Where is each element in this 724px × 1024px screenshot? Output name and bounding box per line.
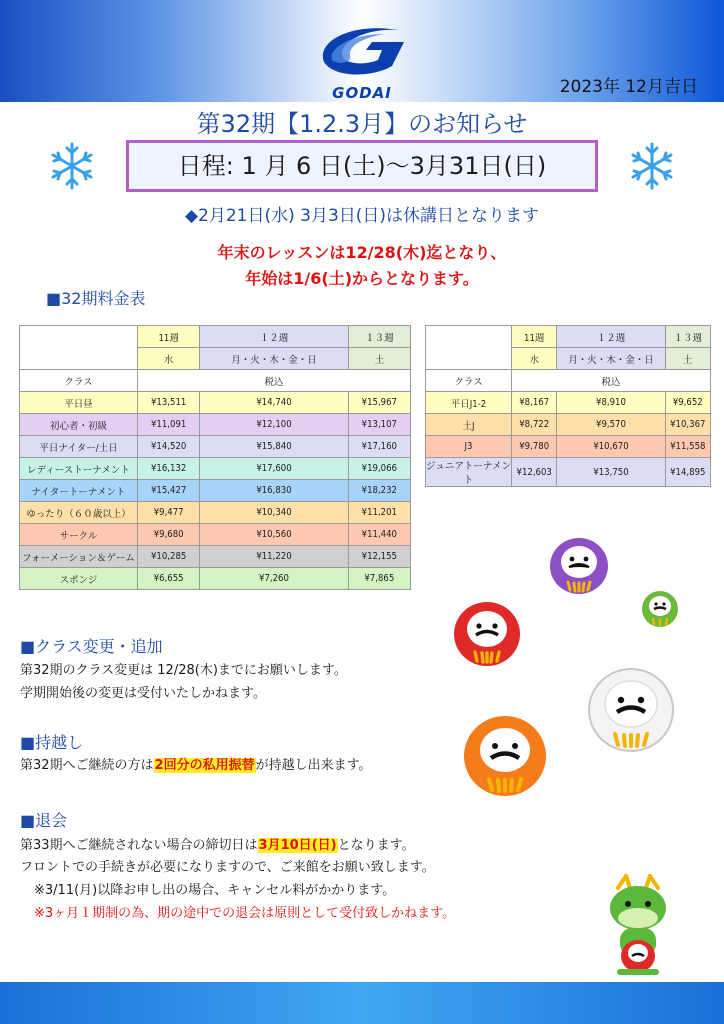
- week-header: １２週: [557, 326, 665, 348]
- fee-heading: ■32期料金表: [46, 289, 146, 308]
- price-cell: ¥13,511: [138, 392, 200, 414]
- price-cell: ¥14,740: [200, 392, 348, 414]
- carryover-heading: ■持越し: [20, 733, 84, 752]
- deadline-highlight: 3月10日(日): [258, 838, 337, 853]
- price-cell: ¥8,722: [512, 414, 557, 436]
- withdrawal-line-4: ※3ヶ月１期制の為、期の途中での退会は原則として受付致しかねます。: [34, 906, 456, 921]
- week-header: １２週: [200, 326, 348, 348]
- table-row: [426, 392, 711, 414]
- price-cell: ¥10,367: [665, 414, 710, 436]
- class-name-cell: 平日ナイター/土日: [20, 436, 138, 458]
- price-cell: ¥16,830: [200, 480, 348, 502]
- tax-label: 税込: [138, 370, 411, 392]
- price-cell: ¥9,477: [138, 502, 200, 524]
- class-name-cell: ゆったり（６０歳以上）: [20, 502, 138, 524]
- snowflake-icon: [628, 140, 676, 192]
- price-cell: ¥7,260: [200, 568, 348, 590]
- class-name-cell: スポンジ: [20, 568, 138, 590]
- carryover-highlight: 2回分の私用振替: [154, 758, 255, 773]
- price-cell: ¥8,910: [557, 392, 665, 414]
- withdrawal-heading: ■退会: [20, 811, 68, 830]
- class-name-cell: フォーメーション＆ゲーム: [20, 546, 138, 568]
- table-row: [20, 546, 411, 568]
- class-name-cell: ナイタートーナメント: [20, 480, 138, 502]
- class-label: クラス: [20, 370, 138, 392]
- withdrawal-line-3: ※3/11(月)以降お申し出の場合、キャンセル料がかかります。: [34, 883, 396, 898]
- class-change-line-1: 第32期のクラス変更は 12/28(木)までにお願いします。: [20, 663, 347, 678]
- price-cell: ¥13,750: [557, 458, 665, 487]
- table-row: [426, 414, 711, 436]
- godai-logo: [312, 20, 412, 104]
- carryover-text: 第32期へご継続の方は2回分の私用振替が持越し出来ます。: [20, 758, 372, 773]
- year-end-notice: [0, 240, 724, 292]
- price-cell: ¥11,440: [348, 524, 410, 546]
- week-header: 11週: [138, 326, 200, 348]
- day-header: 土: [348, 348, 410, 370]
- class-name-cell: レディーストーナメント: [20, 458, 138, 480]
- table-row: [20, 502, 411, 524]
- price-cell: ¥12,155: [348, 546, 410, 568]
- table-row: [20, 524, 411, 546]
- day-header: 月・火・木・金・日: [200, 348, 348, 370]
- tax-label: 税込: [512, 370, 711, 392]
- logo-text: GODAI: [332, 84, 392, 102]
- class-name-cell: 土J: [426, 414, 512, 436]
- class-name-cell: 平日昼: [20, 392, 138, 414]
- price-cell: ¥10,340: [200, 502, 348, 524]
- price-cell: ¥15,840: [200, 436, 348, 458]
- table-row: [20, 392, 411, 414]
- price-cell: ¥9,570: [557, 414, 665, 436]
- class-label: クラス: [426, 370, 512, 392]
- day-header: 水: [138, 348, 200, 370]
- table-row: [20, 480, 411, 502]
- table-row: [426, 436, 711, 458]
- footer-band: [0, 982, 724, 1024]
- table-row: [426, 458, 711, 487]
- class-name-cell: 初心者・初級: [20, 414, 138, 436]
- class-change-line-2: 学期開始後の変更は受付いたしかねます。: [20, 686, 266, 701]
- daruma-green-icon: [640, 588, 680, 628]
- price-cell: ¥10,560: [200, 524, 348, 546]
- price-cell: ¥9,680: [138, 524, 200, 546]
- schedule-box: 日程: 1 月 6 日(土)〜3月31日(日): [126, 140, 598, 192]
- price-cell: ¥6,655: [138, 568, 200, 590]
- table-row: [20, 568, 411, 590]
- class-name-cell: ジュニアトーナメント: [426, 458, 512, 487]
- price-cell: ¥11,558: [665, 436, 710, 458]
- year-end-line-2: 年始は1/6(土)からとなります。: [245, 269, 479, 288]
- day-header: 土: [665, 348, 710, 370]
- price-cell: ¥11,091: [138, 414, 200, 436]
- table-row: [20, 326, 411, 348]
- price-cell: ¥18,232: [348, 480, 410, 502]
- day-header: 水: [512, 348, 557, 370]
- daruma-white-icon: [586, 664, 676, 754]
- price-cell: ¥15,427: [138, 480, 200, 502]
- issue-date: 2023年 12月吉日: [559, 77, 698, 97]
- price-cell: ¥19,066: [348, 458, 410, 480]
- price-cell: ¥14,895: [665, 458, 710, 487]
- price-cell: ¥12,100: [200, 414, 348, 436]
- page-title: 第32期【1.2.3月】のお知らせ: [196, 110, 528, 138]
- price-cell: ¥10,285: [138, 546, 200, 568]
- week-header: １３週: [665, 326, 710, 348]
- withdrawal-line-1: 第33期へご継続されない場合の締切日は3月10日(日)となります。: [20, 838, 415, 853]
- price-cell: ¥11,201: [348, 502, 410, 524]
- price-cell: ¥7,865: [348, 568, 410, 590]
- price-cell: ¥9,780: [512, 436, 557, 458]
- price-cell: ¥8,167: [512, 392, 557, 414]
- table-row: [20, 458, 411, 480]
- week-header: 11週: [512, 326, 557, 348]
- class-change-heading: ■クラス変更・追加: [20, 637, 163, 656]
- year-end-line-1: 年末のレッスンは12/28(木)迄となり、: [217, 243, 507, 262]
- class-name-cell: 平日J1-2: [426, 392, 512, 414]
- dragon-icon: [604, 874, 672, 980]
- daruma-purple-icon: [548, 534, 610, 596]
- price-cell: ¥16,132: [138, 458, 200, 480]
- price-cell: ¥14,520: [138, 436, 200, 458]
- fee-table-adult: [19, 325, 411, 590]
- day-header: 月・火・木・金・日: [557, 348, 665, 370]
- table-row: [20, 436, 411, 458]
- table-row: [426, 370, 711, 392]
- table-row: [426, 326, 711, 348]
- price-cell: ¥17,600: [200, 458, 348, 480]
- price-cell: ¥10,670: [557, 436, 665, 458]
- daruma-red-icon: [452, 598, 522, 668]
- price-cell: ¥11,220: [200, 546, 348, 568]
- price-cell: ¥9,652: [665, 392, 710, 414]
- price-cell: ¥15,967: [348, 392, 410, 414]
- price-cell: ¥17,160: [348, 436, 410, 458]
- holiday-notice: ◆2月21日(水) 3月3日(日)は休講日となります: [184, 206, 540, 226]
- table-row: [20, 370, 411, 392]
- snowflake-icon: [48, 140, 96, 192]
- class-name-cell: サークル: [20, 524, 138, 546]
- week-header: １３週: [348, 326, 410, 348]
- fee-table-junior: [425, 325, 711, 487]
- withdrawal-line-2: フロントでの手続きが必要になりますので、ご来館をお願い致します。: [20, 860, 435, 875]
- class-name-cell: J3: [426, 436, 512, 458]
- table-row: [20, 414, 411, 436]
- price-cell: ¥12,603: [512, 458, 557, 487]
- price-cell: ¥13,107: [348, 414, 410, 436]
- godai-logo-icon: [312, 20, 412, 84]
- daruma-orange-icon: [462, 712, 548, 798]
